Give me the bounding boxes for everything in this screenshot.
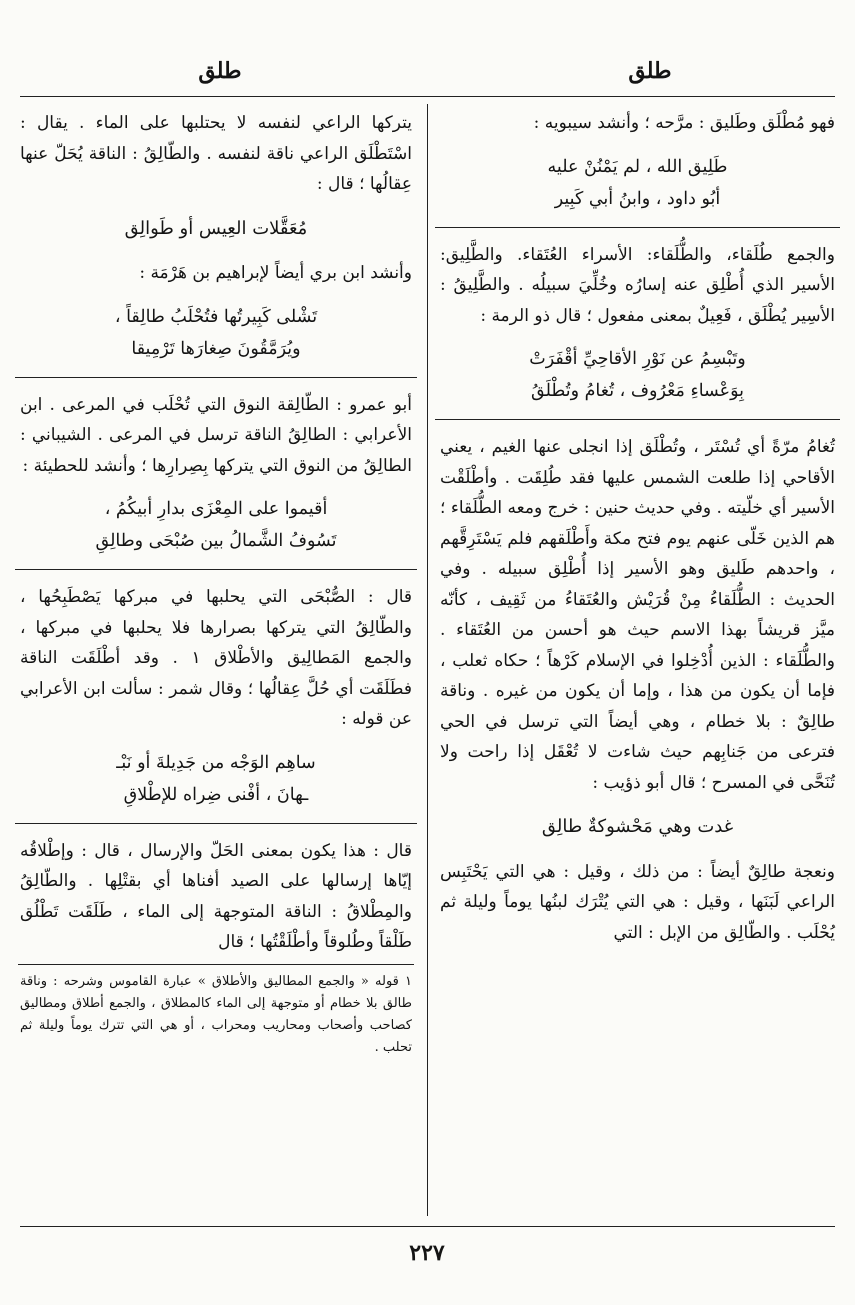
verse-line: أقيموا على المِعْزَى بدارِ أبيكُمُ ، [104,499,328,519]
left-column [20,108,412,1059]
page-header [0,58,855,92]
verse-line: ويُرَمَّقُونَ صِغارَها تَرْمِيقا [131,338,301,359]
footnote: ١ قوله « والجمع المطاليق والأطلاق » عبارة القاموس وشرحه : وناقة طالق بلا خطام أو متوجهة إلى الماء كالمطلاق ، والجمع أطلاق ومطاليق كصاحب وأصحاب ومحاريب ومحراب ، أو هي التي تترك يوماً وليلة ثم تحلب . [20,973,412,1055]
verse [20,493,412,557]
paragraph: تُغامُ مرّةً أي تُسْتَر ، وتُطْلَق إذا انجلى عنها الغيم ، يعني الأقاحي إذا طلعت الشمس عليها فقد طُلِقَت . وأطْلَقْت الأسير أي خلّيته . وفي حديث حنين : خرج ومعه الطُّلَقاء ؛ هم الذين خَلّى عنهم يوم فتح مكة وأَطْلَقهم فلم يَسْتَرِقَّهم ، واحدهم طَليق وهو الأسير إذا أُطْلِق سبيله . وفي الحديث : الطُّلَقاءُ مِنْ قُرَيْش والعُتَقاءُ من ثَقِيف ، كأنّه ميَّز قريشاً بهذا الاسم حيث هو أحسن من العُتَقاء . والطُّلَقاء : الذين أُدْخِلوا في الإسلام كَرْهاً ؛ حكاه ثعلب ، فإما أن يكون من هذا ، وإما أن يكون من غيره . وناقة طالِقٌ : بلا خطام ، وهي أيضاً التي ترسل في الحي فترعى من جَنابِهم حيث شاءت لا تُعْقَل إذا راحت ولا تُنَحَّى في المسرح ؛ قال أبو ذؤيب : [440,437,835,793]
section-separator [15,377,417,378]
running-head-left: طلق [198,58,242,84]
section-separator [15,823,417,824]
verse [440,343,835,407]
verse [440,151,835,215]
verse-line: تَشْلى كَبِيرتُها فتُحْلَبُ طالِقاً ، [114,306,318,327]
verse-line: وتَبْسِمُ عن نَوْرِ الأقاحِيِّ أقْفَرَتْ [529,349,746,369]
verse-line: بِوَعْساءِ مَعْرُوف ، تُغامُ وتُطْلَقُ [530,381,745,401]
paragraph: أبو عمرو : الطّالِقة النوق التي تُحْلَب في المرعى . ابن الأعرابي : الطالِقُ الناقة ترسل في المرعى . الشيباني : الطالِقُ من النوق التي يتركها بِصِرارِها ؛ وأنشد للحطيئة : [20,394,412,476]
footnote-rule [18,964,414,965]
paragraph: يتركها الراعي لنفسه لا يحتلبها على الماء . يقال : اسْتَطْلَق الراعي ناقة لنفسه . والطّالِقُ : الناقة يُحَلّ عنها عِقالُها ؛ قال : [20,113,412,194]
paragraph: قال : هذا يكون بمعنى الحَلّ والإرسال ، قال : وإطْلاقُه إيّاها إرسالها على الصيد أفناها أي بقتْلِها . والطّالِقُ والمِطْلاقُ : الناقة المتوجهة إلى الماء ، طَلَقَت تَطْلُق طَلْقاً وطُلوقاً وأطْلَقْتُها ؛ قال [20,840,412,952]
verse [20,747,412,811]
paragraph: والجمع طُلَقاء، والطُّلَقاء: الأسراء العُتَقاء. والطَّلِيق: الأسير الذي أُطْلِق عنه إسارُه وخُلِّيَ سبيلُه . والطَّلِيقُ : الأسِير يُطْلَق ، فَعِيلٌ بمعنى مفعول ؛ قال ذو الرمة : [440,244,835,326]
verse-line: ـهانَ ، أفْنى ضِراه للإطْلاقِ [123,784,309,805]
section-separator [435,419,840,420]
header-rule [20,96,835,97]
running-head-right: طلق [628,58,672,84]
paragraph: ونعجة طالِقٌ أيضاً : من ذلك ، وقيل : هي التي يَحْتَبِس الراعي لَبَنَها ، وقيل : هي التي يُتْرَك لبنُها يوماً وليلة ثم يُحْلَب . والطّالِق من الإبل : التي [440,861,835,943]
right-column [440,108,835,948]
hemistich: مُعَقَّلات العِيس أو طَوالِق [124,217,308,239]
paragraph: فهو مُطْلَق وطَليق : مرَّحه ؛ وأنشد سيبويه : [533,113,835,133]
verse-line: ساهِم الوَجْه من جَدِيلةَ أو نَبْـ [116,752,316,773]
column-divider [427,104,428,1216]
verse-line: أبُو داود ، وابنُ أبي كَبِير [554,188,721,209]
section-separator [435,227,840,228]
section-separator [15,569,417,570]
page-number: ٢٢٧ [409,1240,445,1266]
footer-rule [20,1226,835,1227]
verse-line: تَسُوفُ الشَّمالُ بين صُبْحَى وطالِقِ [95,531,337,551]
verse-line: طَلِيق الله ، لم يَمْنُنْ عليه [547,156,728,177]
paragraph: وأنشد ابن بري أيضاً لإبراهيم بن هَرْمَة : [139,263,412,283]
verse [20,301,412,365]
paragraph: قال : الصُّبْحَى التي يحلبها في مبركها يَصْطَبِحُها ، والطّالِقُ التي يتركها بصرارها فلا يحلبها في مبركها ، والجمع المَطالِيق والأطْلاق ١ . وقد أطْلَقَت الناقة فطَلَقَت أي حُلَّ عِقالُها ؛ وقال شمر : سألت ابن الأعرابي عن قوله : [20,587,413,729]
hemistich: غدت وهي مَحْشوكةٌ طالِق [541,816,734,837]
